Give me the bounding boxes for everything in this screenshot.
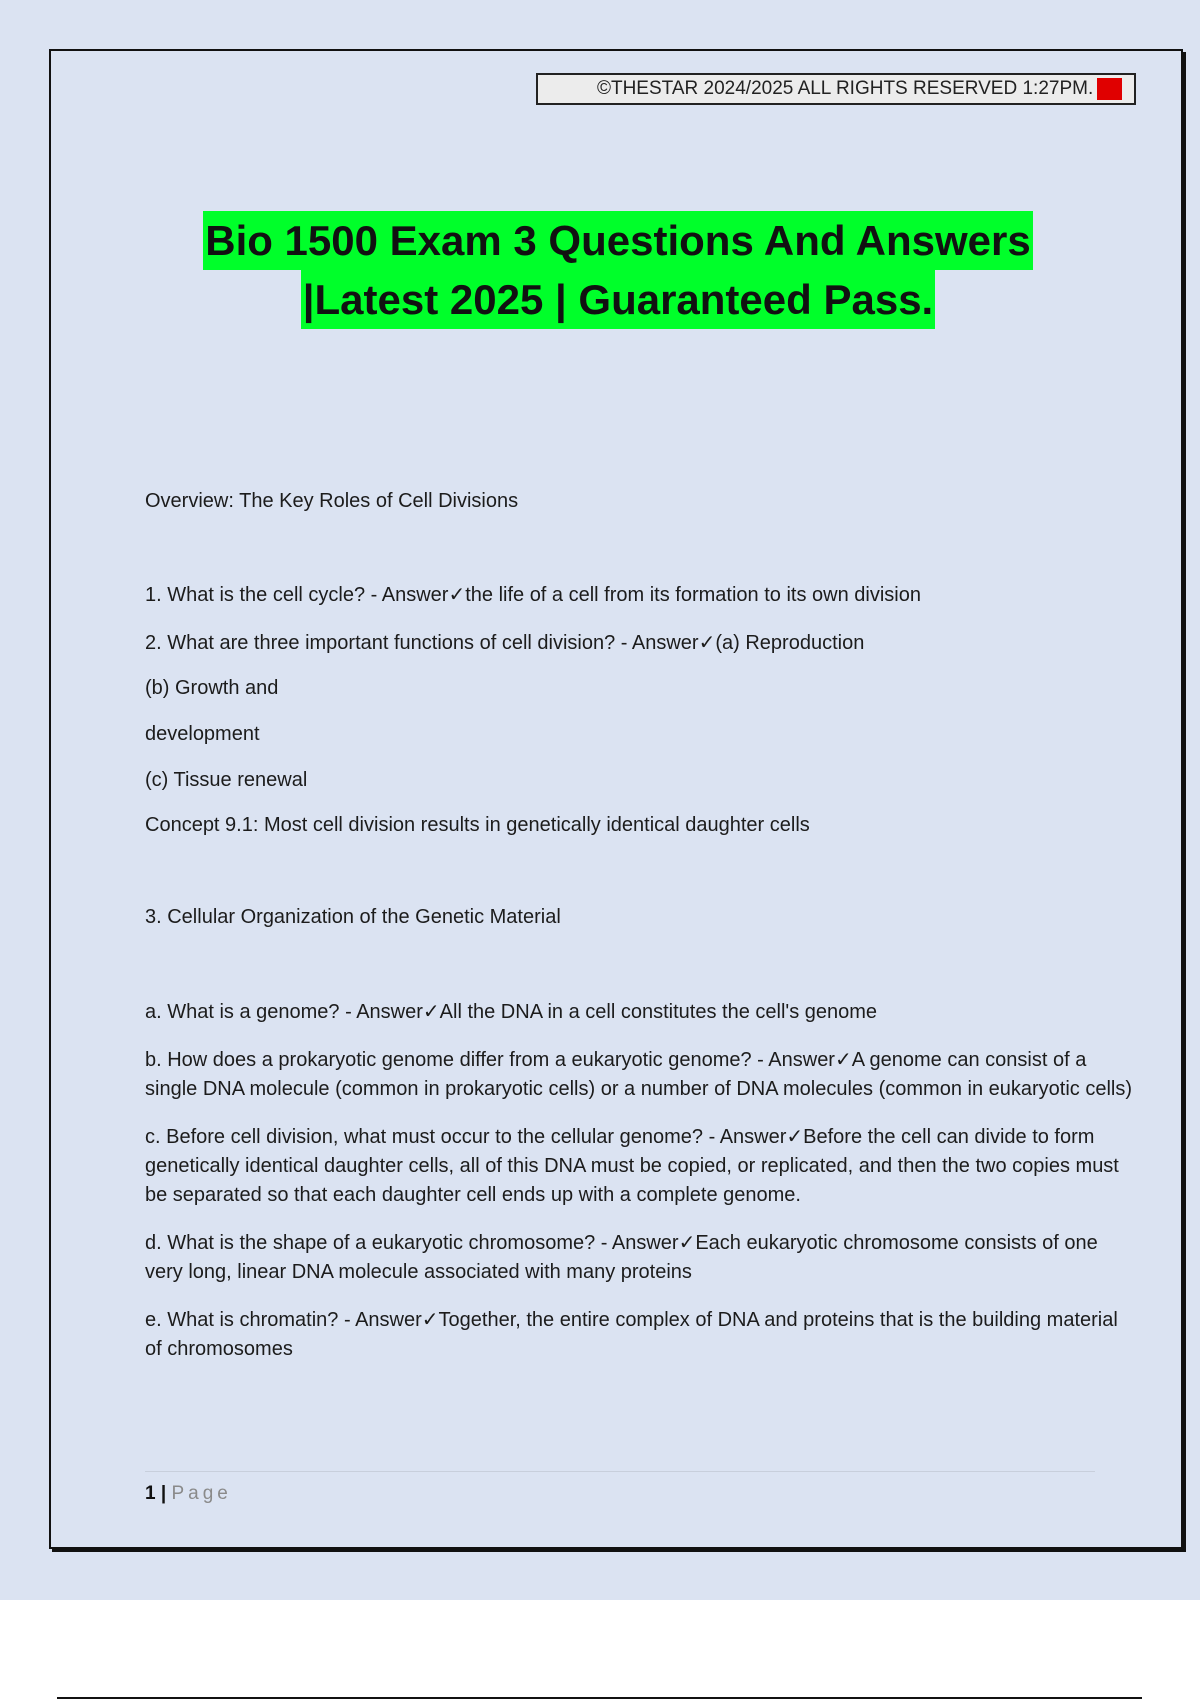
- title-line-1: Bio 1500 Exam 3 Questions And Answers: [203, 211, 1033, 270]
- question-a: a. What is a genome? - Answer✓All the DNA in a cell constitutes the cell's genome: [145, 1001, 878, 1023]
- question-e: e. What is chromatin? - Answer✓Together, the entire complex of DNA and proteins that is the building material of chromosomes: [145, 1309, 1118, 1360]
- page-number: 1: [145, 1483, 156, 1504]
- overview-heading: Overview: The Key Roles of Cell Divisions: [145, 490, 519, 512]
- question-2-item-b-cont: development: [145, 723, 260, 745]
- document-title: [51, 211, 1185, 329]
- page-label: Page: [171, 1483, 232, 1504]
- question-2-item-c: (c) Tissue renewal: [145, 769, 308, 791]
- footer-separator: |: [160, 1483, 167, 1504]
- footer-divider: [145, 1471, 1095, 1472]
- question-b: b. How does a prokaryotic genome differ from a eukaryotic genome? - Answer✓A genome can consist of a single DNA molecule (common in prokaryotic cells) or a number of DNA molecules (common in eukaryotic cells): [145, 1049, 1133, 1100]
- title-line-2: |Latest 2025 | Guaranteed Pass.: [301, 270, 935, 329]
- page-footer: [145, 1483, 232, 1505]
- document-body: [145, 487, 1135, 1364]
- question-d: d. What is the shape of a eukaryotic chromosome? - Answer✓Each eukaryotic chromosome consists of one very long, linear DNA molecule associated with many proteins: [145, 1232, 1098, 1283]
- question-2: 2. What are three important functions of cell division? - Answer✓(a) Reproduction: [145, 632, 865, 654]
- copyright-text: ©THESTAR 2024/2025 ALL RIGHTS RESERVED 1:27PM.: [596, 78, 1094, 99]
- question-1: 1. What is the cell cycle? - Answer✓the life of a cell from its formation to its own division: [145, 584, 921, 606]
- question-2-item-b: (b) Growth and: [145, 677, 279, 699]
- next-page-edge: [57, 1697, 1142, 1699]
- concept-heading: Concept 9.1: Most cell division results in genetically identical daughter cells: [145, 814, 810, 836]
- grade-badge: A+: [1097, 78, 1122, 100]
- copyright-banner: [536, 73, 1136, 105]
- document-page: [49, 49, 1183, 1549]
- question-c: c. Before cell division, what must occur to the cellular genome? - Answer✓Before the cell can divide to form genetically identical daughter cells, all of this DNA must be copied, or replicated, and then the two copies must be separated so that each daughter cell ends up with a complete genome.: [145, 1126, 1119, 1206]
- section-3-heading: 3. Cellular Organization of the Genetic Material: [145, 906, 561, 928]
